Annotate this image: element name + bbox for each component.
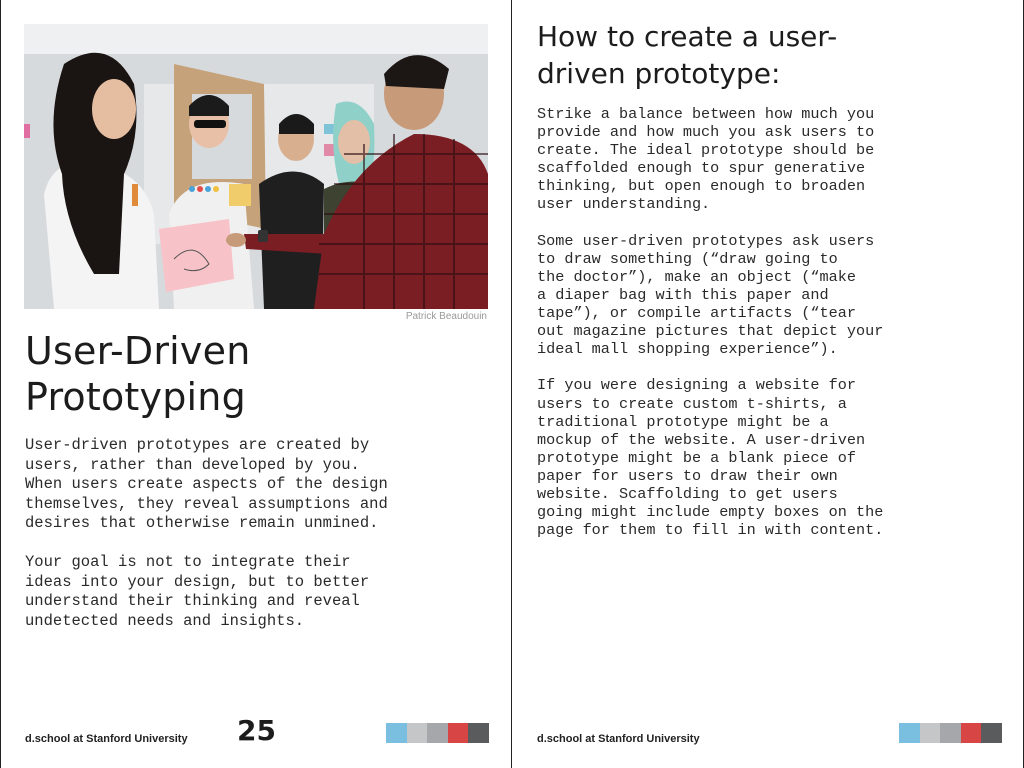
heading-line: How to create a user-	[537, 20, 838, 53]
paragraph	[25, 553, 388, 631]
swatch	[468, 723, 489, 743]
paragraph	[537, 232, 883, 359]
footer-publisher: d.school at Stanford University	[25, 733, 188, 745]
swatch	[448, 723, 469, 743]
text-line: undetected needs and insights.	[25, 611, 305, 630]
title-line: User-Driven	[25, 329, 251, 373]
swatch	[386, 723, 407, 743]
text-line: themselves, they reveal assumptions and	[25, 494, 388, 513]
text-line: the doctor”), make an object (“make	[537, 267, 856, 286]
workshop-photo	[24, 24, 488, 309]
text-line: When users create aspects of the design	[25, 475, 388, 493]
swatch	[427, 723, 448, 743]
text-line: a diaper bag with this paper and	[537, 285, 829, 304]
swatch	[961, 723, 982, 743]
heading-line: driven prototype:	[537, 57, 781, 90]
text-line: going might include empty boxes on the	[537, 503, 884, 522]
text-line: Some user-driven prototypes ask users	[537, 231, 875, 250]
text-line: page for them to fill in with content.	[537, 521, 884, 540]
left-body-text	[25, 436, 388, 631]
photo-credit: Patrick Beaudouin	[405, 311, 487, 322]
text-line: ideal mall shopping experience”).	[537, 340, 838, 359]
right-body-text	[537, 105, 883, 539]
text-line: users, rather than developed by you.	[25, 455, 360, 474]
color-swatches	[386, 723, 489, 743]
text-line: website. Scaffolding to get users	[537, 484, 838, 503]
section-heading	[537, 18, 837, 92]
text-line: traditional prototype might be a	[537, 412, 829, 431]
text-line: scaffolded enough to spur generative	[537, 159, 866, 178]
text-line: out magazine pictures that depict your	[537, 322, 884, 341]
text-line: thinking, but open enough to broaden	[537, 177, 866, 196]
page-number: 25	[237, 714, 276, 747]
paragraph	[537, 376, 883, 539]
paragraph	[537, 105, 883, 214]
text-line: Strike a balance between how much you	[537, 105, 875, 123]
text-line: If you were designing a website for	[537, 376, 856, 395]
title-line: Prototyping	[25, 375, 246, 419]
text-line: to draw something (“draw going to	[537, 249, 838, 268]
swatch	[940, 723, 961, 743]
footer-publisher: d.school at Stanford University	[537, 733, 700, 745]
paragraph	[25, 436, 388, 534]
text-line: desires that otherwise remain unmined.	[25, 514, 379, 532]
text-line: User-driven prototypes are created by	[25, 436, 370, 454]
text-line: paper for users to draw their own	[537, 466, 838, 485]
text-line: users to create custom t-shirts, a	[537, 394, 847, 413]
text-line: mockup of the website. A user-driven	[537, 430, 866, 449]
text-line: prototype might be a blank piece of	[537, 448, 856, 467]
text-line: Your goal is not to integrate their	[25, 553, 351, 571]
swatch	[407, 723, 428, 743]
text-line: user understanding.	[537, 195, 711, 214]
text-line: understand their thinking and reveal	[25, 592, 360, 610]
text-line: provide and how much you ask users to	[537, 123, 875, 142]
photo-illustration	[24, 24, 488, 309]
page-title	[25, 328, 251, 420]
swatch	[981, 723, 1002, 743]
color-swatches	[899, 723, 1002, 743]
text-line: ideas into your design, but to better	[25, 572, 370, 591]
swatch	[899, 723, 920, 743]
text-line: create. The ideal prototype should be	[537, 141, 875, 160]
swatch	[920, 723, 941, 743]
text-line: tape”), or compile artifacts (“tear	[537, 304, 856, 323]
